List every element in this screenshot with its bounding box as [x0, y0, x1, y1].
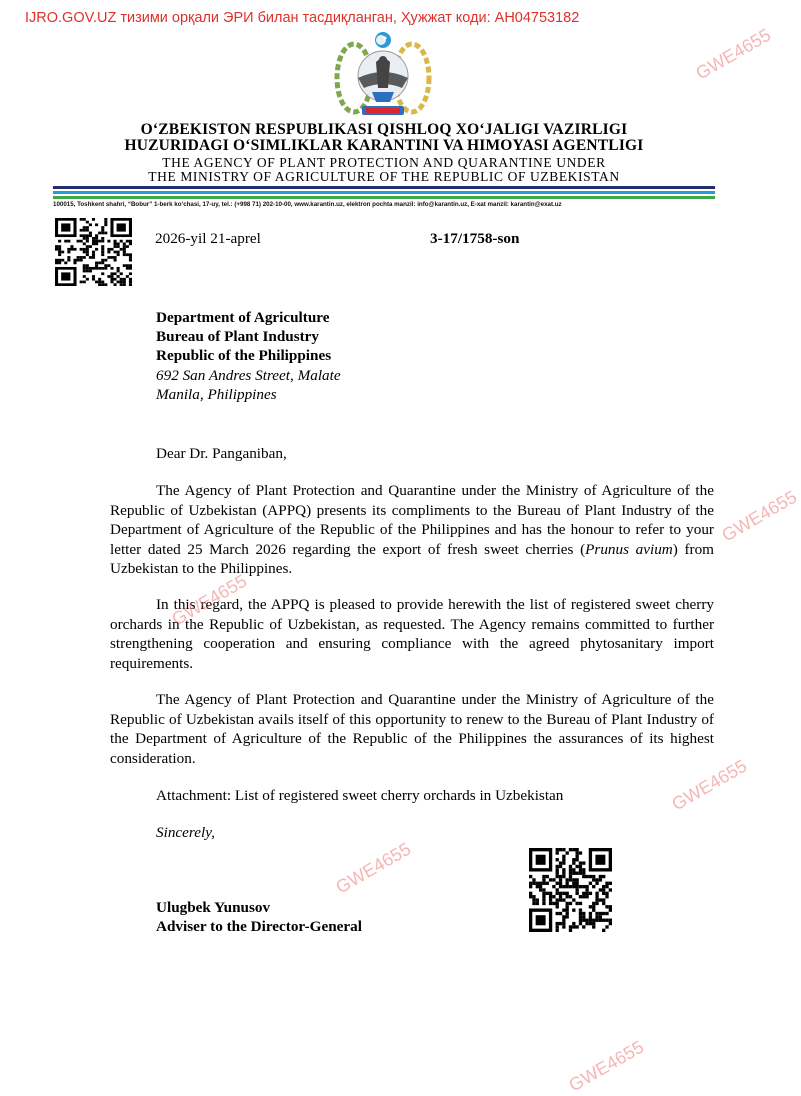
paragraph-2: In this regard, the APPQ is pleased to provide herewith the list of registered sweet cherry orchards in the Republic of Uzbekistan, as requested. The Agency remains committed to further strengthening cooperation and ensuring compliance with the agreed phytosanitary import requirements.	[110, 596, 714, 672]
watermark: GWE4655	[692, 24, 775, 84]
verification-line: IJRO.GOV.UZ тизими орқали ЭРИ билан тасдиқланган, Ҳужжат коди: AH04753182	[25, 10, 580, 26]
org-name-en-line1: THE AGENCY OF PLANT PROTECTION AND QUARANTINE UNDER	[162, 155, 606, 170]
closing: Sincerely,	[156, 824, 215, 841]
signatory-name: Ulugbek Yunusov	[156, 899, 271, 916]
watermark: GWE4655	[565, 1036, 648, 1096]
header-bar-green	[53, 196, 715, 199]
org-name-en-line2: THE MINISTRY OF AGRICULTURE OF THE REPUBLIC OF UZBEKISTAN	[148, 169, 620, 184]
attachment-note: Attachment: List of registered sweet cherry orchards in Uzbekistan	[156, 787, 564, 804]
watermark: GWE4655	[168, 570, 251, 630]
recipient-line1: Department of Agriculture	[156, 309, 330, 326]
paragraph-1	[110, 481, 714, 579]
paragraph-3: The Agency of Plant Protection and Quarantine under the Ministry of Agriculture of the Republic of Uzbekistan avails itself of this opportunity to renew to the Bureau of Plant Industry of the Department of Agriculture of the Republic of the Philippines the assurances of its highest consideration.	[110, 691, 714, 767]
reference-number: 3-17/1758-son	[430, 230, 520, 247]
contact-line: 100015, Toshkent shahri, “Bobur” 1-berk ko‘chasi, 17-uy, tel.: (+998 71) 202-10-00, www.karantin.uz, elektron pochta manzil: info@karantin.uz, E-xat manzil: karantin@exat.uz	[53, 201, 562, 208]
watermark: GWE4655	[718, 486, 801, 546]
state-emblem-icon	[332, 26, 434, 122]
header-bar-blue	[53, 191, 715, 194]
watermark: GWE4655	[332, 838, 415, 898]
recipient-address2: Manila, Philippines	[156, 386, 277, 403]
signature-qr-code-icon	[529, 848, 612, 932]
scientific-name: Prunus avium	[585, 540, 673, 558]
header-bar-navy	[53, 186, 715, 189]
letter-date: 2026-yil 21-aprel	[155, 230, 261, 247]
watermark: GWE4655	[668, 755, 751, 815]
paragraph-1-text: The Agency of Plant Protection and Quarantine under the Ministry of Agriculture of the Republic of Uzbekistan (APPQ) presents its compliments to the Bureau of Plant Industry of the Department of Agriculture of the Republic of the Philippines and has the honour to refer to your letter dated 25 March 2026 regarding the export of fresh sweet cherries (	[110, 482, 714, 558]
recipient-address1: 692 San Andres Street, Malate	[156, 367, 341, 384]
recipient-line3: Republic of the Philippines	[156, 347, 332, 364]
paragraph-1-text-end: ) from Uzbekistan to the Philippines.	[110, 540, 714, 577]
signatory-title: Adviser to the Director-General	[156, 918, 362, 935]
recipient-line2: Bureau of Plant Industry	[156, 328, 320, 345]
org-name-uz-line1: O‘ZBEKISTON RESPUBLIKASI QISHLOQ XO‘JALIGI VAZIRLIGI	[140, 121, 628, 138]
salutation: Dear Dr. Panganiban,	[156, 445, 287, 462]
org-name-uz-line2: HUZURIDAGI O‘SIMLIKLAR KARANTINI VA HIMOYASI AGENTLIGI	[124, 137, 644, 154]
qr-code-icon	[55, 218, 132, 286]
header-color-bars	[53, 186, 715, 201]
